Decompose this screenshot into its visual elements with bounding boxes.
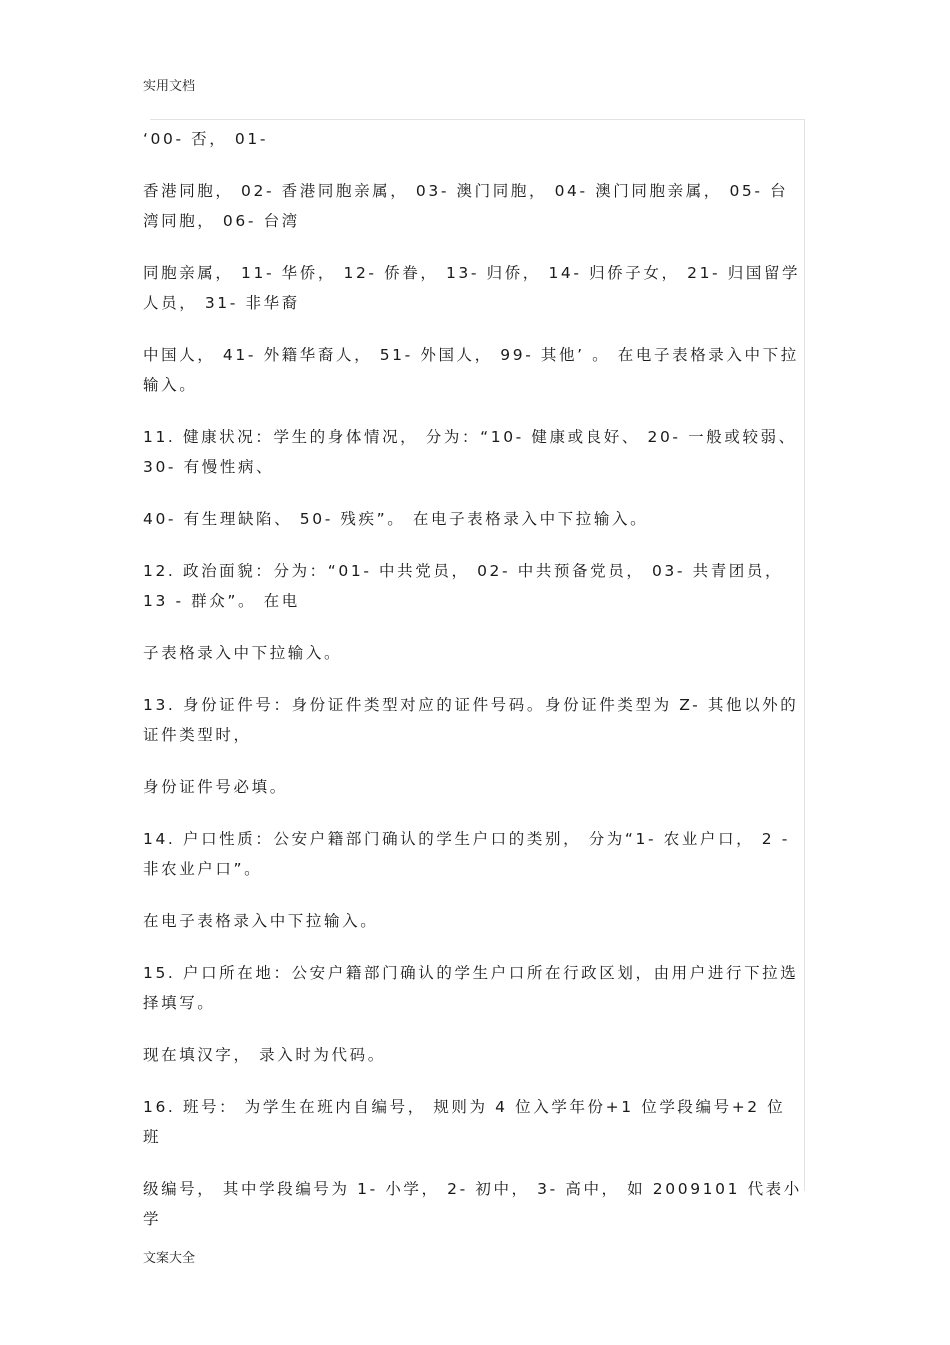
paragraph-class-number: 16. 班号： 为学生在班内自编号， 规则为 4 位入学年份+1 位学段编号+2 位班 bbox=[143, 1098, 786, 1146]
paragraph-nationality-codes-start: ‘00- 否， 01- bbox=[143, 130, 269, 148]
paragraph-household-type: 14. 户口性质：公安户籍部门确认的学生户口的类别， 分为“1- 农业户口， 2 - 非农业户口”。 bbox=[143, 830, 790, 878]
paragraph-political-status: 12. 政治面貌：分为：“01- 中共党员， 02- 中共预备党员， 03- 共青团员， 13 - 群众”。 在电 bbox=[143, 562, 784, 610]
document-body bbox=[143, 124, 803, 1256]
content-frame-right-border bbox=[804, 119, 805, 1191]
paragraph-household-location-cont: 现在填汉字， 录入时为代码。 bbox=[143, 1046, 386, 1064]
paragraph-health-status-cont: 40- 有生理缺陷、 50- 残疾”。 在电子表格录入中下拉输入。 bbox=[143, 510, 649, 528]
page-header-label: 实用文档 bbox=[143, 79, 196, 94]
paragraph-nationality-codes-overseas: 同胞亲属， 11- 华侨， 12- 侨眷， 13- 归侨， 14- 归侨子女， 21- 归国留学人员， 31- 非华裔 bbox=[143, 264, 801, 312]
paragraph-nationality-codes-hk-macau-tw: 香港同胞， 02- 香港同胞亲属， 03- 澳门同胞， 04- 澳门同胞亲属， 05- 台湾同胞， 06- 台湾 bbox=[143, 182, 789, 230]
paragraph-nationality-codes-end: 中国人， 41- 外籍华裔人， 51- 外国人， 99- 其他’ 。 在电子表格录入中下拉输入。 bbox=[143, 346, 799, 394]
paragraph-health-status: 11. 健康状况：学生的身体情况， 分为：“10- 健康或良好、 20- 一般或较弱、 30- 有慢性病、 bbox=[143, 428, 797, 476]
content-frame-top-border bbox=[150, 119, 805, 120]
paragraph-household-location: 15. 户口所在地：公安户籍部门确认的学生户口所在行政区划，由用户进行下拉选择填写。 bbox=[143, 964, 799, 1012]
page-footer-label: 文案大全 bbox=[143, 1251, 196, 1266]
paragraph-class-number-cont: 级编号， 其中学段编号为 1- 小学， 2- 初中， 3- 高中， 如 2009101 代表小学 bbox=[143, 1180, 802, 1228]
paragraph-household-type-cont: 在电子表格录入中下拉输入。 bbox=[143, 912, 379, 930]
paragraph-id-number-cont: 身份证件号必填。 bbox=[143, 778, 288, 796]
paragraph-political-status-cont: 子表格录入中下拉输入。 bbox=[143, 644, 343, 662]
paragraph-id-number: 13. 身份证件号：身份证件类型对应的证件号码。身份证件类型为 Z- 其他以外的证件类型时， bbox=[143, 696, 799, 744]
